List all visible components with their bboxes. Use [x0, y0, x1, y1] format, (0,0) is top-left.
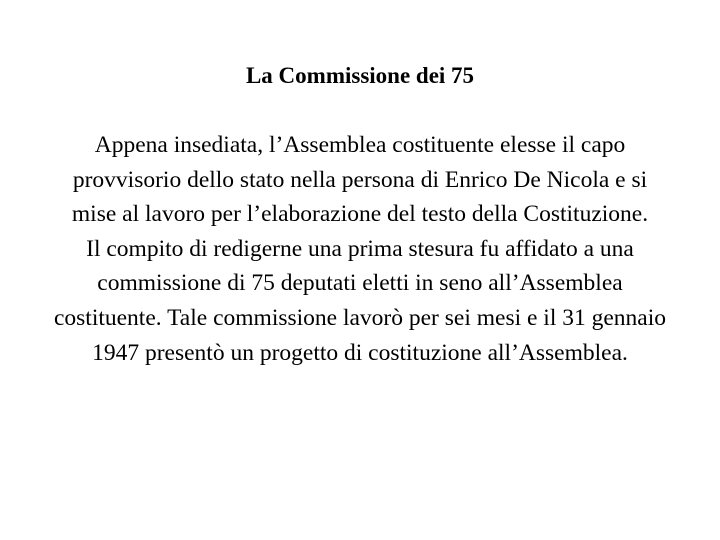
- body-paragraph-1: Appena insediata, l’Assemblea costituente elesse il capo provvisorio dello stato nella persona di Enrico De Nicola e si mise al lavoro per l’elaborazione del testo della Costituzione.: [71, 132, 649, 228]
- slide-title: La Commissione dei 75: [245, 63, 475, 88]
- body-paragraph-2: Il compito di redigerne una prima stesura fu affidato a una commissione di 75 deputati eletti in seno all’Assemblea costituente. Tale commissione lavorò per sei mesi e il 31 gennaio 1947 presentò un progetto di costituzione all’Assemblea.: [53, 235, 667, 366]
- slide-body: [50, 128, 670, 370]
